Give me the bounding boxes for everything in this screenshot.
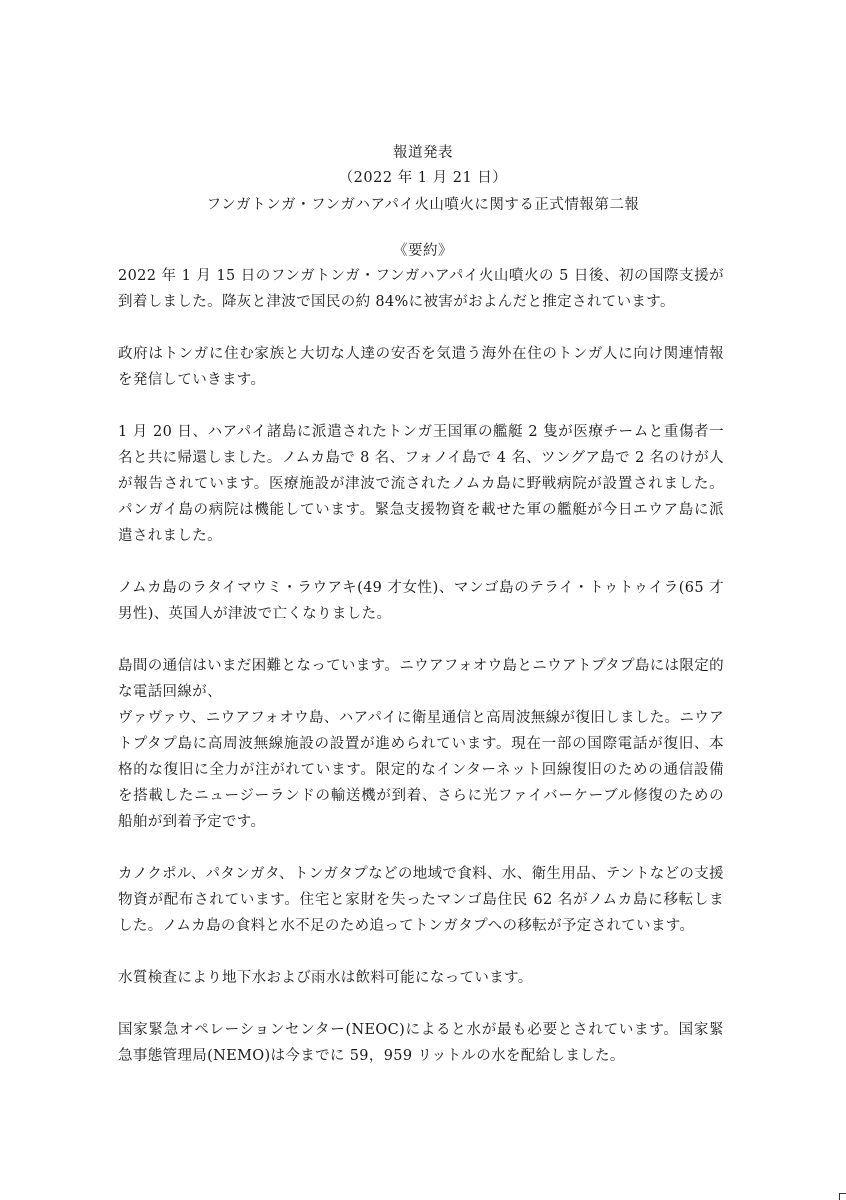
paragraph-navy-return: 1 月 20 日、ハアパイ諸島に派遣されたトンガ王国軍の艦艇 2 隻が医療チームと重傷者一名と共に帰還しました。ノムカ島で 8 名、フォノイ島で 4 名、ツングア島で 2 名のけが人が報告されています。医療施設が津波で流されたノムカ島に野戦病院が設置されました。パンガイ島の病院は機能しています。緊急支援物資を載せた軍の艦艇が今日エウア島に派遣されました。 bbox=[118, 424, 724, 544]
paragraph-relief-supplies: カノクポル、パタンガタ、トンガタプなどの地域で食料、水、衛生用品、テントなどの支援物資が配布されています。住宅と家財を失ったマンゴ島住民 62 名がノムカ島に移転しました。ノムカ島の食料と水不足のため追ってトンガタプへの移転が予定されています。 bbox=[118, 866, 724, 934]
paragraph-government-info: 政府はトンガに住む家族と大切な人達の安否を気遣う海外在住のトンガ人に向け関連情報を発信していきます。 bbox=[118, 346, 724, 388]
summary-heading: 《要約》 bbox=[393, 243, 453, 259]
press-release-label: 報道発表 bbox=[393, 145, 453, 161]
paragraph-communications-restore: ヴァヴァウ、ニウアフォオウ島、ハアパイに衛星通信と高周波無線が復旧しました。ニウアトプタプ島に高周波無線施設の設置が進められています。現在一部の国際電話が復旧、本格的な復旧に全力が注がれています。限定的なインターネット回線復旧のための通信設備を搭載したニュージーランドの輸送機が到着、さらに光ファイバーケーブル修復のための船舶が到着予定です。 bbox=[118, 710, 724, 830]
document-title: フンガトンガ・フンガハアパイ火山噴火に関する正式情報第二報 bbox=[206, 197, 640, 213]
paragraph-first-aid: 2022 年 1 月 15 日のフンガトンガ・フンガハアパイ火山噴火の 5 日後、初の国際支援が到着しました。降灰と津波で国民の約 84%に被害がおよんだと推定されています。 bbox=[118, 268, 724, 310]
paragraph-communications-intro: 島間の通信はいまだ困難となっています。ニウアフォオウ島とニウアトプタプ島には限定的な電話回線が、 bbox=[118, 658, 724, 700]
document-body bbox=[118, 263, 724, 1095]
paragraph-water-distribution: 国家緊急オペレーションセンター(NEOC)によると水が最も必要とされています。国家緊急事態管理局(NEMO)は今までに 59，959 リットルの水を配給しました。 bbox=[118, 1022, 724, 1064]
release-date: （2022 年 1 月 21 日） bbox=[338, 170, 508, 186]
paragraph-water-quality: 水質検査により地下水および雨水は飲料可能になっています。 bbox=[118, 970, 533, 986]
page-corner-mark bbox=[839, 1193, 846, 1200]
paragraph-casualties: ノムカ島のラタイマウミ・ラウアキ(49 才女性)、マンゴ島のテライ・トゥトゥイラ(65 才男性)、英国人が津波で亡くなりました。 bbox=[118, 580, 724, 622]
